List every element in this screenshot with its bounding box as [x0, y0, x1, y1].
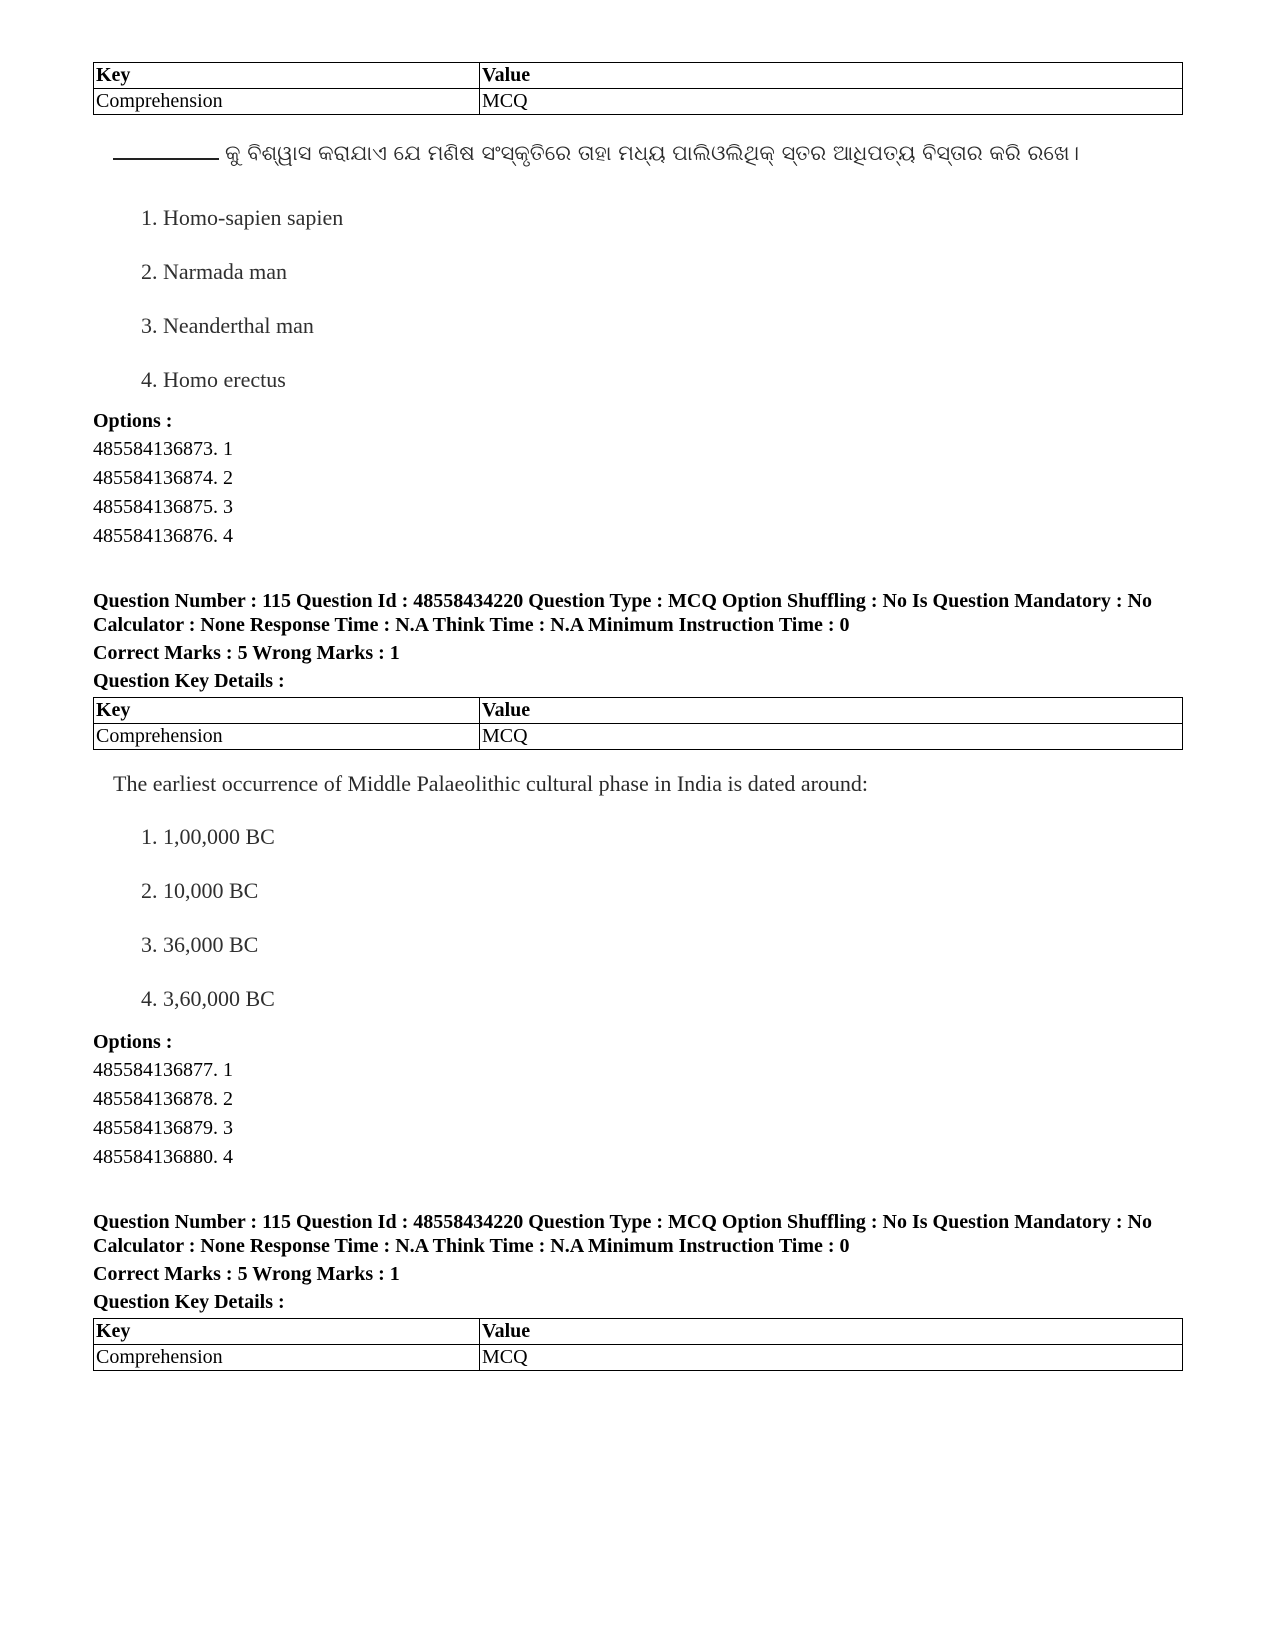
question-meta: Question Number : 115 Question Id : 48558434220 Question Type : MCQ Option Shuffling : No Is Question Mandatory : No Calculator : None Response Time : N.A Think Time : N.A Minimum Instruction Time : 0	[93, 590, 1152, 636]
table-header-value: Value	[480, 698, 1183, 724]
table-header-value: Value	[480, 63, 1183, 89]
marks-line: Correct Marks : 5 Wrong Marks : 1	[93, 1263, 400, 1285]
table-header-key: Key	[94, 63, 480, 89]
answer-choice: 4. 3,60,000 BC	[141, 986, 275, 1011]
table-cell-key: Comprehension	[94, 1345, 480, 1371]
table-cell-value: MCQ	[480, 1345, 1183, 1371]
table-cell-value: MCQ	[480, 724, 1183, 750]
table-header-row	[94, 1319, 1183, 1345]
table-cell-key: Comprehension	[94, 89, 480, 115]
option-line: 485584136875. 3	[93, 496, 233, 518]
answer-choice: 2. 10,000 BC	[141, 878, 259, 903]
option-line: 485584136873. 1	[93, 438, 233, 460]
key-details-label: Question Key Details :	[93, 670, 285, 692]
table-header-key: Key	[94, 1319, 480, 1345]
option-line: 485584136877. 1	[93, 1059, 233, 1081]
question-key-table	[93, 697, 1183, 750]
option-line: 485584136874. 2	[93, 467, 233, 489]
answer-choice: 1. Homo-sapien sapien	[141, 205, 344, 230]
answer-choices	[93, 810, 1183, 1026]
option-line: 485584136878. 2	[93, 1088, 233, 1110]
key-details-label: Question Key Details :	[93, 1291, 285, 1313]
answer-choice: 3. Neanderthal man	[141, 313, 314, 338]
table-row	[94, 89, 1183, 115]
table-row	[94, 1345, 1183, 1371]
question-key-table	[93, 62, 1183, 115]
options-list	[93, 435, 1183, 551]
answer-blank	[113, 136, 219, 160]
table-header-key: Key	[94, 698, 480, 724]
document-page	[93, 62, 1183, 1371]
options-label: Options :	[93, 410, 173, 432]
options-list	[93, 1056, 1183, 1172]
option-line: 485584136876. 4	[93, 525, 233, 547]
question-stem: The earliest occurrence of Middle Palaeolithic cultural phase in India is dated around:	[113, 771, 869, 796]
table-cell-key: Comprehension	[94, 724, 480, 750]
answer-choice: 4. Homo erectus	[141, 367, 286, 392]
option-line: 485584136880. 4	[93, 1146, 233, 1168]
marks-line: Correct Marks : 5 Wrong Marks : 1	[93, 642, 400, 664]
table-header-row	[94, 63, 1183, 89]
question-image	[93, 133, 1183, 407]
options-label: Options :	[93, 1031, 173, 1053]
question-stem	[113, 133, 1183, 173]
answer-choice: 1. 1,00,000 BC	[141, 824, 275, 849]
answer-choice: 3. 36,000 BC	[141, 932, 259, 957]
answer-choice: 2. Narmada man	[141, 259, 287, 284]
answer-choices	[93, 191, 1183, 407]
table-cell-value: MCQ	[480, 89, 1183, 115]
question-image	[93, 764, 1183, 1026]
table-header-value: Value	[480, 1319, 1183, 1345]
table-row	[94, 724, 1183, 750]
option-line: 485584136879. 3	[93, 1117, 233, 1139]
question-stem-text: କୁ ବିଶ୍ୱାସ କରାଯାଏ ଯେ ମଣିଷ ସଂସ୍କୃତିରେ ତାହା ମଧ୍ୟ ପାଲିଓଲିଥିକ୍ ସ୍ତର ଆଧିପତ୍ୟ ବିସ୍ତାର କରି ରଖେ।	[225, 141, 1080, 165]
question-meta: Question Number : 115 Question Id : 48558434220 Question Type : MCQ Option Shuffling : No Is Question Mandatory : No Calculator : None Response Time : N.A Think Time : N.A Minimum Instruction Time : 0	[93, 1211, 1152, 1257]
question-key-table	[93, 1318, 1183, 1371]
table-header-row	[94, 698, 1183, 724]
